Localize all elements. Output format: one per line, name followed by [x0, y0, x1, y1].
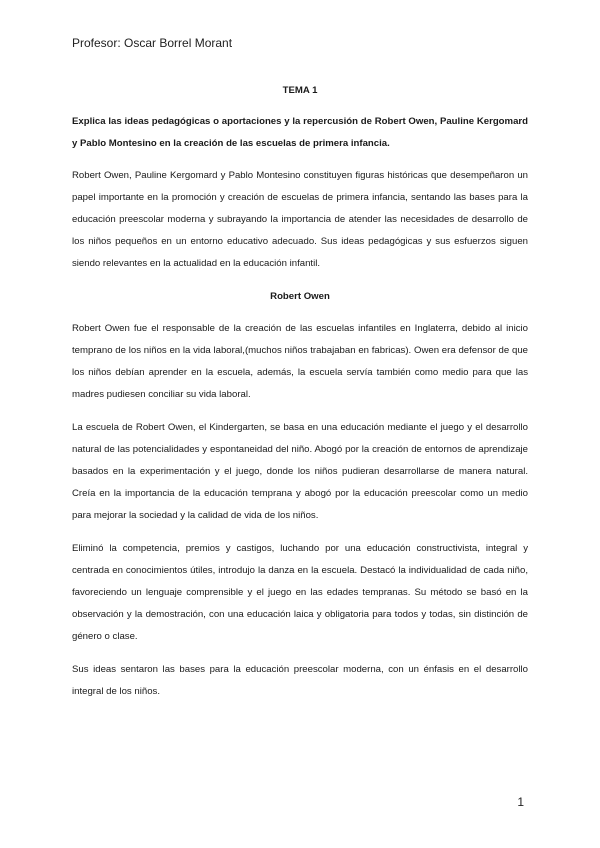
paragraph-2: La escuela de Robert Owen, el Kindergarten, se basa en una educación mediante el juego y el desarrollo natural de las potencialidades y espontaneidad del niño. Abogó por la creación de entornos de aprendizaje basados en la experimentación y el juego, donde los niños pudieran desarrollarse de manera natural. Creía en la importancia de la educación temprana y abogó por la educación preescolar como un medio para mejorar la sociedad y la calidad de vida de los niños. — [72, 422, 528, 521]
intro-paragraph: Robert Owen, Pauline Kergomard y Pablo Montesino constituyen figuras históricas que desempeñaron un papel importante en la promoción y creación de escuelas de primera infancia, sentando las bases para la educación preescolar moderna y subrayando la importancia de atender las necesidades de desarrollo de los niños pequeños en un entorno educativo adecuado. Sus ideas pedagógicas y sus esfuerzos siguen siendo relevantes en la actualidad en la educación infantil. — [72, 170, 528, 269]
paragraph-4: Sus ideas sentaron las bases para la educación preescolar moderna, con un énfasis en el desarrollo integral de los niños. — [72, 664, 528, 697]
assignment-prompt: Explica las ideas pedagógicas o aportaciones y la repercusión de Robert Owen, Pauline Kergomard y Pablo Montesino en la creación de las escuelas de primera infancia. — [72, 116, 528, 149]
paragraph-3: Eliminó la competencia, premios y castigos, luchando por una educación constructivista, integral y centrada en conocimientos útiles, introdujo la danza en la escuela. Destacó la individualidad de cada niño, favoreciendo un lenguaje comprensible y el juego en las edades tempranas. Su método se basó en la observación y la demostración, con una educación laica y obligatoria para todos y todas, sin distinción de género o clase. — [72, 543, 528, 642]
document-title: TEMA 1 — [282, 85, 318, 96]
paragraph-1: Robert Owen fue el responsable de la creación de las escuelas infantiles en Inglaterra, debido al inicio temprano de los niños en la vida laboral,(muchos niños trabajaban en fabricas). Owen era defensor de que los niños debían aprender en la escuela, además, la escuela servía también como medio para que las madres pudiesen conciliar su vida laboral. — [72, 323, 528, 400]
section-heading: Robert Owen — [270, 291, 330, 302]
page-number: 1 — [517, 795, 524, 809]
document-body — [72, 80, 528, 714]
page-header: Profesor: Oscar Borrel Morant — [72, 36, 233, 50]
